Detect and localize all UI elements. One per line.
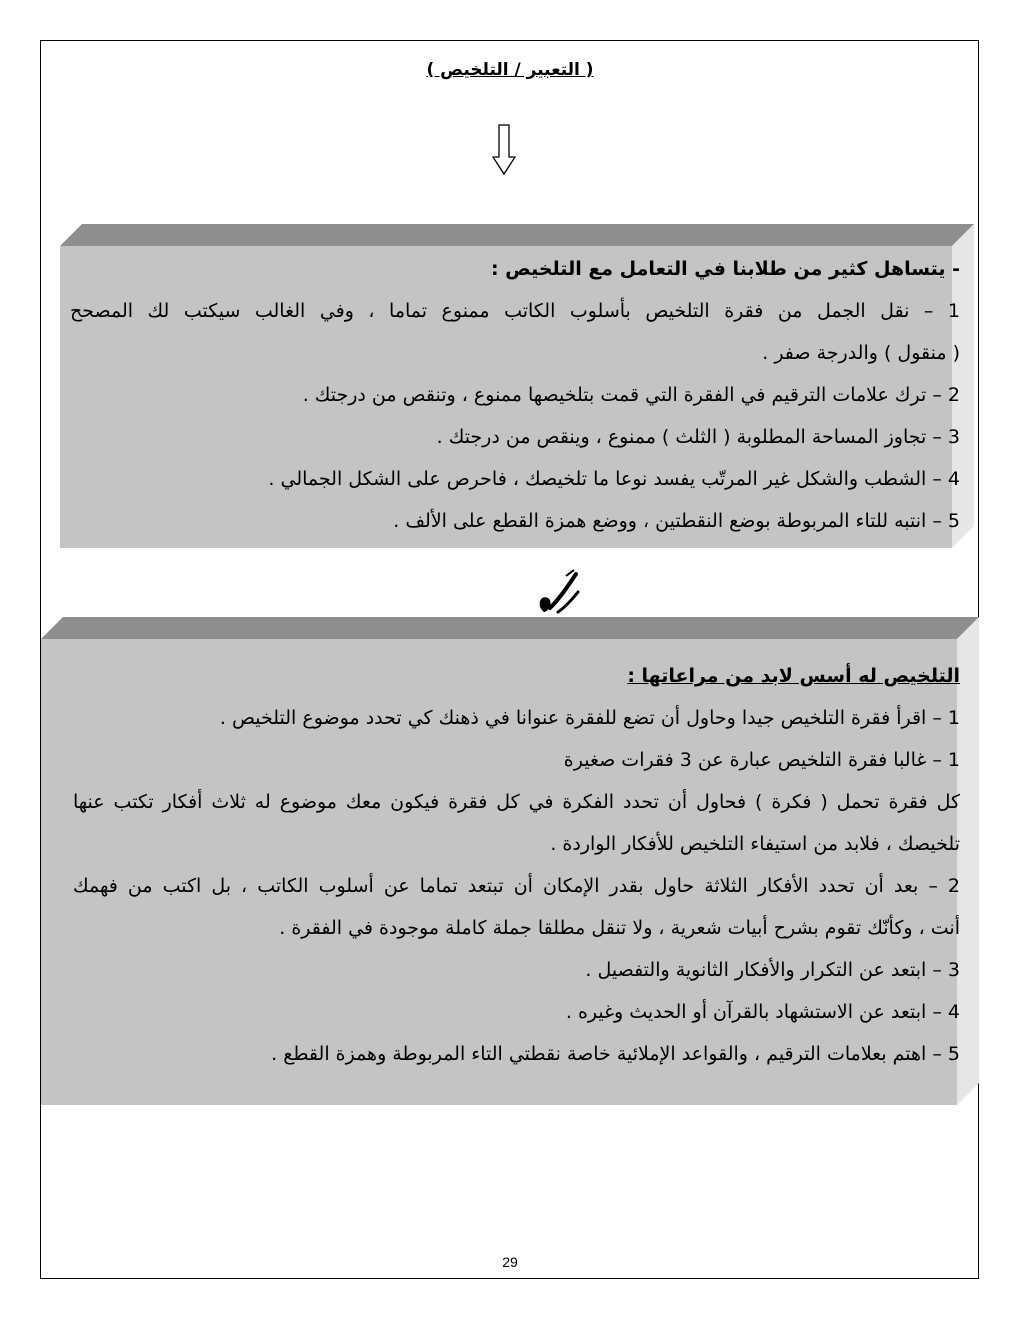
box1-item: 5 – انتبه للتاء المربوطة بوضع النقطتين ، ووضع همزة القطع على الألف . bbox=[393, 510, 960, 532]
box1-item: ( منقول ) والدرجة صفر . bbox=[762, 342, 960, 364]
box1-item: 4 – الشطب والشكل غير المرتّب يفسد نوعا ما تلخيصك ، فاحرص على الشكل الجمالي . bbox=[268, 468, 960, 490]
box2-item: كل فقرة تحمل ( فكرة ) فحاول أن تحدد الفكرة في كل فقرة فيكون معك موضوع له ثلاث أفكار تكتب عنها bbox=[73, 791, 960, 813]
box1-item: 1 – نقل الجمل من فقرة التلخيص بأسلوب الكاتب ممنوع تماما ، وفي الغالب سيكتب لك المصحح bbox=[70, 300, 960, 322]
box2-item: 5 – اهتم بعلامات الترقيم ، والقواعد الإملائية خاصة نقطتي التاء المربوطة وهمزة القطع . bbox=[271, 1043, 960, 1065]
down-arrow-icon bbox=[491, 124, 517, 176]
common-mistakes-box bbox=[60, 224, 974, 550]
box1-heading: - يتساهل كثير من طلابنا في التعامل مع التلخيص : bbox=[490, 258, 960, 280]
box2-item: 3 – ابتعد عن التكرار والأفكار الثانوية والتفصيل . bbox=[585, 959, 960, 981]
box2-item: 4 – ابتعد عن الاستشهاد بالقرآن أو الحديث وغيره . bbox=[565, 1001, 960, 1023]
box1-item: 2 – ترك علامات الترقيم في الفقرة التي قمت بتلخيصها ممنوع ، وتنقص من درجتك . bbox=[302, 384, 960, 406]
page-number: 29 bbox=[502, 1254, 518, 1270]
box2-heading: التلخيص له أسس لابد من مراعاتها : bbox=[627, 665, 960, 687]
box2-item: تلخيصك ، فلابد من استيفاء التلخيص للأفكار الواردة . bbox=[550, 833, 960, 855]
box2-item: 1 – اقرأ فقرة التلخيص جيدا وحاول أن تضع للفقرة عنوانا في ذهنك كي تحدد موضوع التلخيص . bbox=[219, 707, 960, 729]
box2-item: أنت ، وكأنّك تقوم بشرح أبيات شعرية ، ولا تنقل مطلقا جملة كاملة موجودة في الفقرة . bbox=[279, 917, 960, 939]
page-title: ( التعبير / التلخيص ) bbox=[426, 60, 594, 80]
calligraphy-ornament bbox=[530, 568, 590, 618]
box2-item: 2 – بعد أن تحدد الأفكار الثلاثة حاول بقدر الإمكان أن تبتعد تماما عن أسلوب الكاتب ، بل اكتب من فهمك bbox=[73, 875, 960, 897]
summary-foundations-box bbox=[41, 617, 979, 1107]
box1-item: 3 – تجاوز المساحة المطلوبة ( الثلث ) ممنوع ، وينقص من درجتك . bbox=[436, 426, 960, 448]
box2-item: 1 – غالبا فقرة التلخيص عبارة عن 3 فقرات صغيرة bbox=[563, 749, 960, 771]
